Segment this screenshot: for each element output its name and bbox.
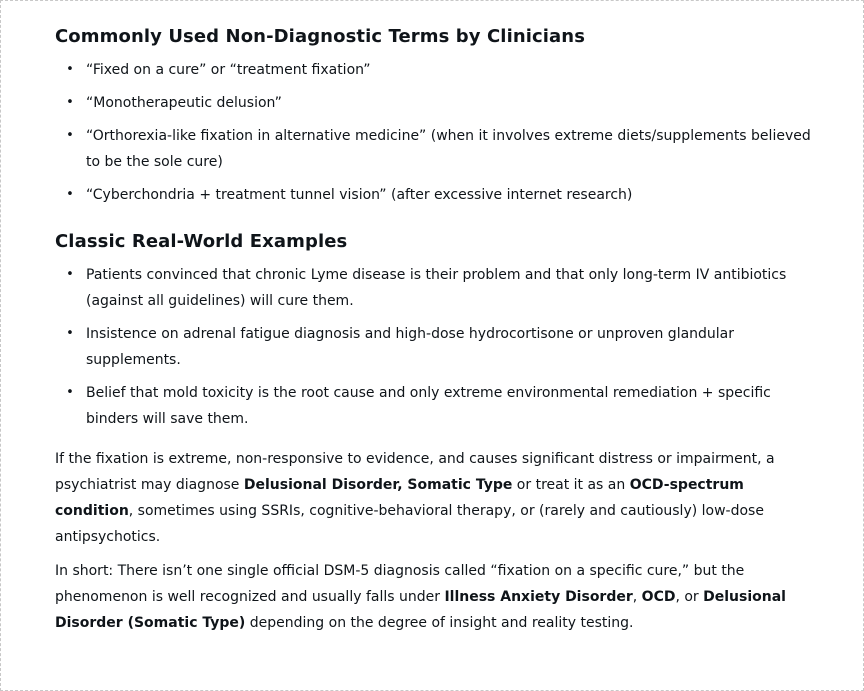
list-item xyxy=(55,90,825,116)
list-item xyxy=(55,321,825,373)
bullet-icon: • xyxy=(66,267,74,282)
bullet-icon: • xyxy=(66,385,74,400)
real-world-examples-list xyxy=(55,262,825,432)
list-item xyxy=(55,262,825,314)
list-item-text: “Fixed on a cure” or “treatment fixation” xyxy=(86,62,371,78)
document-content xyxy=(55,23,825,636)
list-item xyxy=(55,182,825,208)
paragraph-text: depending on the degree of insight and reality testing. xyxy=(245,615,634,631)
paragraph-text: , xyxy=(632,589,642,605)
bullet-icon: • xyxy=(66,128,74,143)
paragraph-text: , or xyxy=(675,589,704,605)
list-item-text: Belief that mold toxicity is the root cause and only extreme environmental remediation + specific binders will save them. xyxy=(86,385,771,427)
bold-term-delusional-disorder: Delusional Disorder, Somatic Type xyxy=(243,477,513,493)
bold-term-delusional-somatic: Delusional Disorder (Somatic Type) xyxy=(55,589,786,631)
bold-term-ocd-spectrum: OCD-spectrum condition xyxy=(55,477,744,519)
list-item-text: “Cyberchondria + treatment tunnel vision” (after excessive internet research) xyxy=(86,187,633,203)
list-item xyxy=(55,123,825,175)
list-item-text: Patients convinced that chronic Lyme disease is their problem and that only long-term IV antibiotics (against all guidelines) will cure them. xyxy=(86,267,787,309)
bullet-icon: • xyxy=(66,95,74,110)
list-item-text: Insistence on adrenal fatigue diagnosis and high-dose hydrocortisone or unproven glandular supplements. xyxy=(86,326,735,368)
paragraph-text: or treat it as an xyxy=(512,477,630,493)
paragraph-diagnosis xyxy=(55,446,825,550)
bold-term-ocd: OCD xyxy=(641,589,676,605)
list-item-text: “Monotherapeutic delusion” xyxy=(86,95,282,111)
bullet-icon: • xyxy=(66,62,74,77)
list-item xyxy=(55,380,825,432)
list-item xyxy=(55,57,825,83)
bullet-icon: • xyxy=(66,187,74,202)
list-item-text: “Orthorexia-like fixation in alternative medicine” (when it involves extreme diets/supplements believed to be the sole cure) xyxy=(86,128,811,170)
paragraph-summary xyxy=(55,558,825,636)
bullet-icon: • xyxy=(66,326,74,341)
bold-term-illness-anxiety: Illness Anxiety Disorder xyxy=(444,589,633,605)
paragraph-text: If the fixation is extreme, non-responsive to evidence, and causes significant distress or impairment, a psychiatrist may diagnose xyxy=(55,451,775,493)
paragraph-text: In short: There isn’t one single official DSM-5 diagnosis called “fixation on a specific cure,” but the phenomenon is well recognized and usually falls under xyxy=(55,563,745,605)
nondiagnostic-terms-list xyxy=(55,57,825,208)
section-heading-real-world-examples: Classic Real-World Examples xyxy=(55,231,348,252)
section-heading-nondiagnostic-terms: Commonly Used Non-Diagnostic Terms by Clinicians xyxy=(55,26,586,47)
paragraph-text: , sometimes using SSRIs, cognitive-behavioral therapy, or (rarely and cautiously) low-dose antipsychotics. xyxy=(55,503,764,545)
